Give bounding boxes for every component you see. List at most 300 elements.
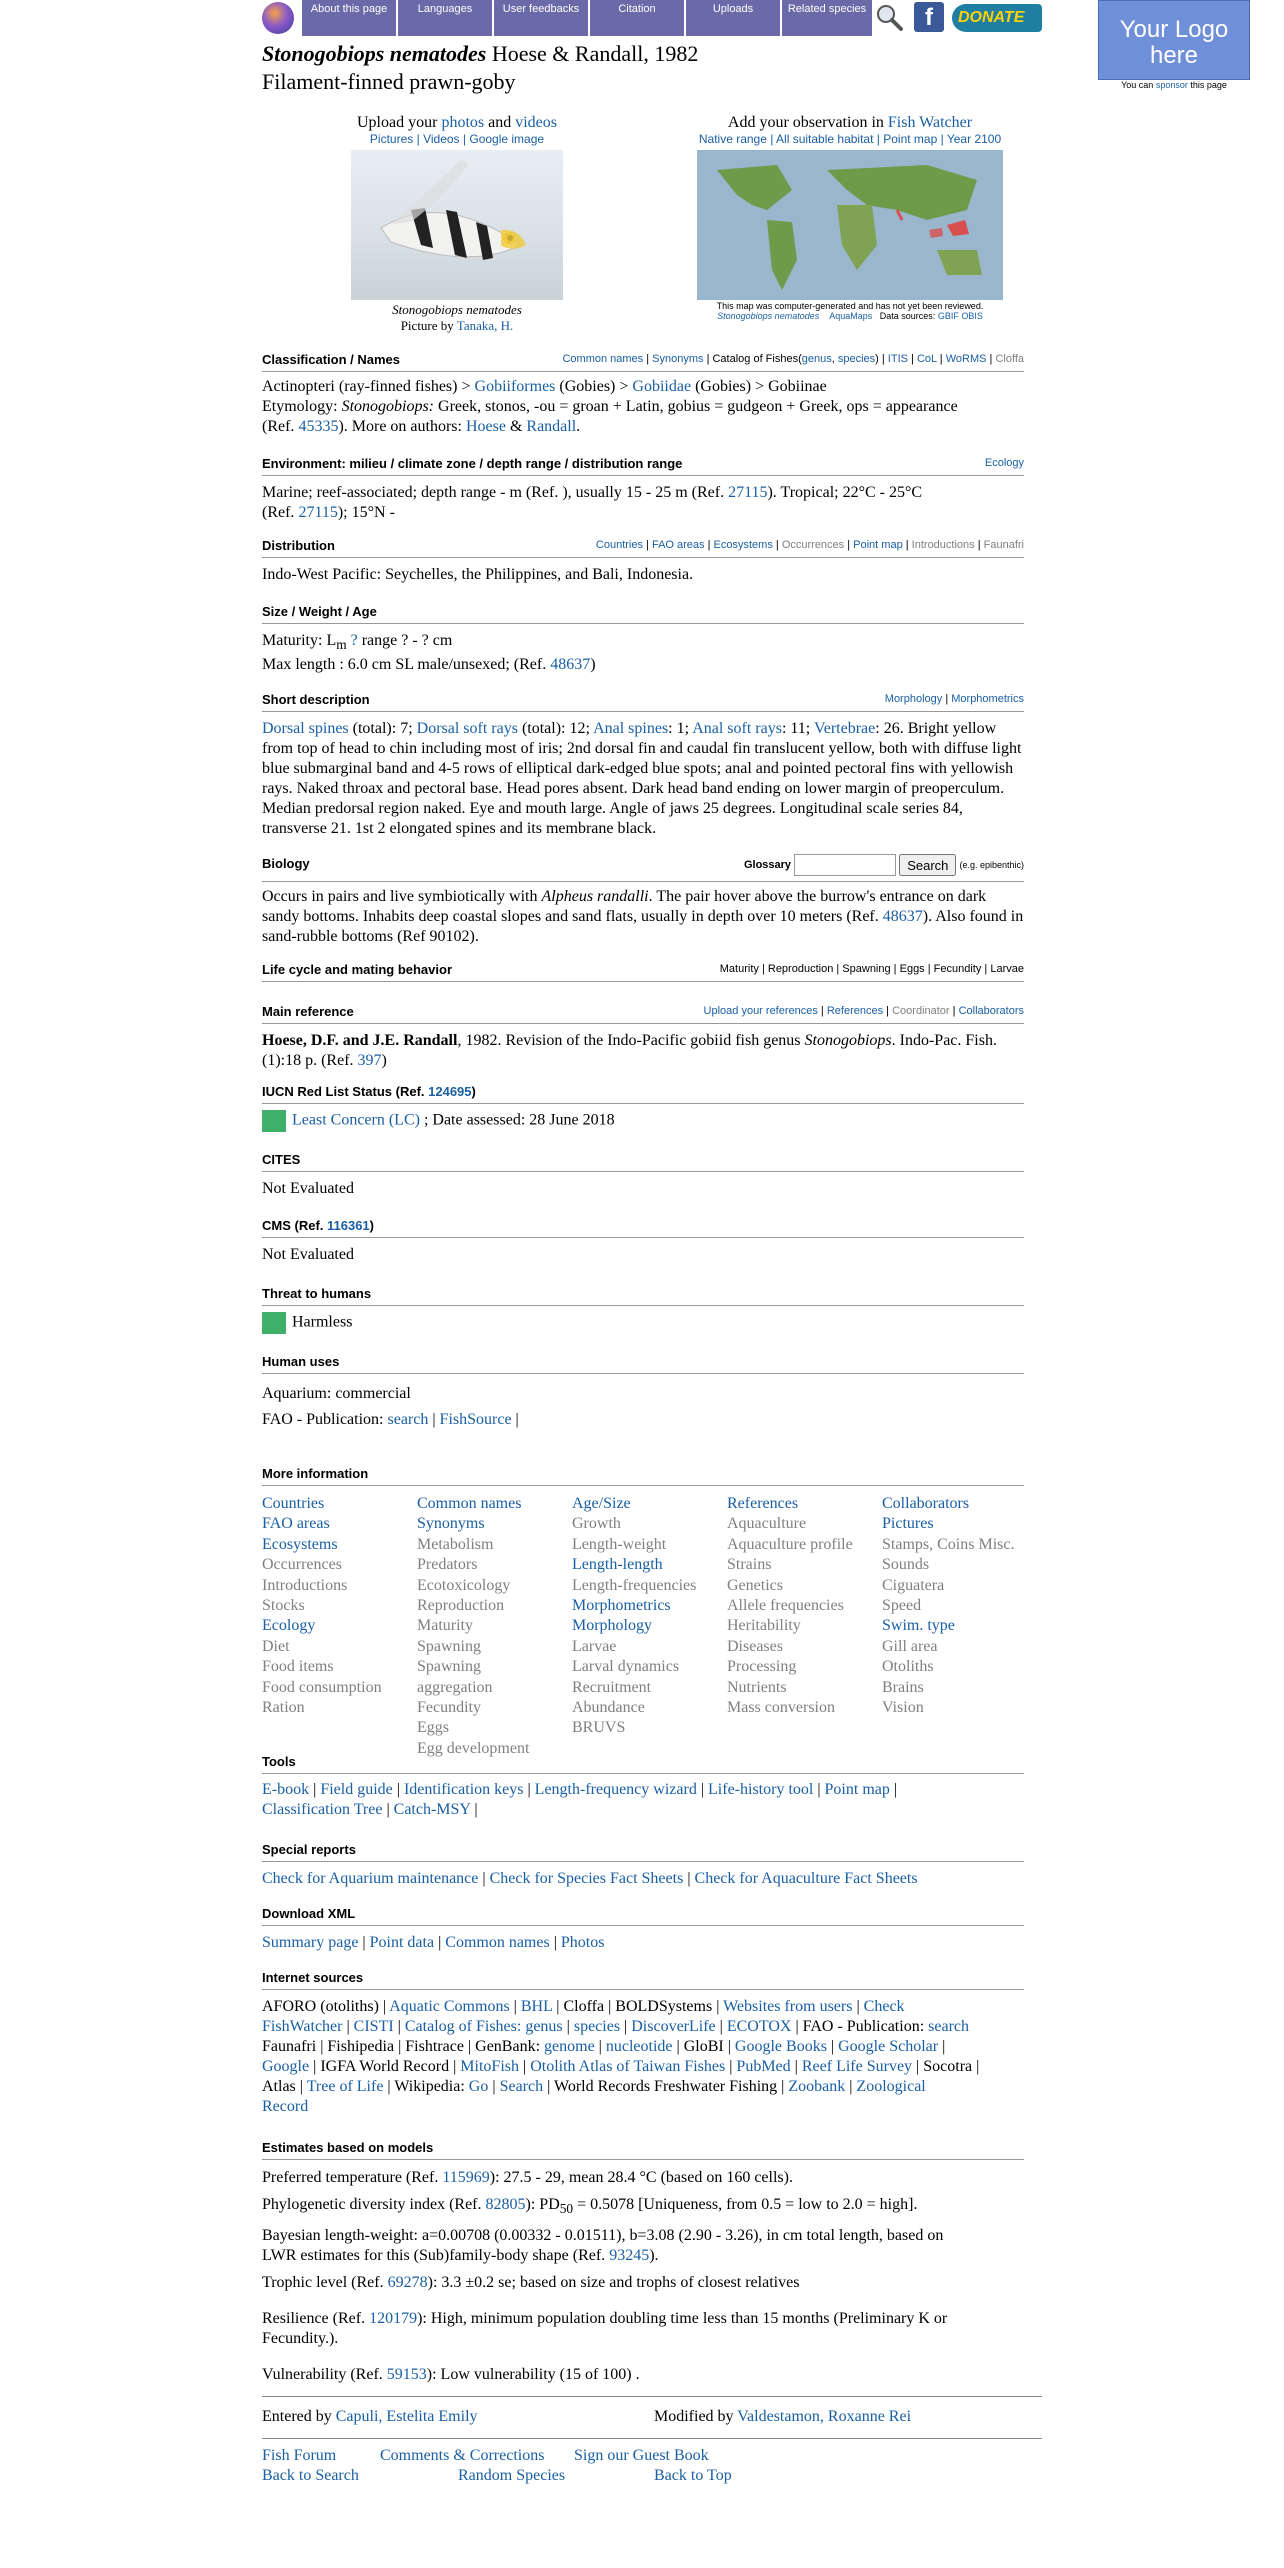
caption-text: this page: [1187, 80, 1227, 90]
worms-link[interactable]: WoRMS: [945, 353, 987, 365]
source-text: Atlas: [262, 2078, 296, 2095]
text: : 1;: [668, 720, 693, 737]
order-link[interactable]: Gobiiformes: [474, 378, 556, 395]
synonyms-link[interactable]: Synonyms: [652, 353, 704, 365]
length-frequency-wizard-link[interactable]: Length-frequency wizard: [534, 1781, 697, 1798]
more-info-item: Diseases: [727, 1637, 783, 1655]
more-info-item: BRUVS: [572, 1719, 626, 1737]
more-info-item: Stocks: [262, 1597, 305, 1615]
source-link[interactable]: Zoobank: [788, 2078, 846, 2095]
ref-link[interactable]: 59153: [386, 2366, 427, 2384]
source-text: Socotra: [923, 2058, 973, 2075]
classification-tree-link[interactable]: Classification Tree: [262, 1801, 383, 1818]
section-heading: ): [471, 1084, 476, 1099]
text: (Gobies) > Gobiinae: [691, 378, 827, 395]
more-info-item[interactable]: References: [727, 1495, 799, 1512]
source-link[interactable]: PubMed: [736, 2058, 791, 2075]
distribution-map[interactable]: [697, 150, 1003, 300]
more-info-item: Introductions: [262, 1576, 348, 1594]
aquaculture-fact-sheets-link[interactable]: Check for Aquaculture Fact Sheets: [694, 1870, 918, 1887]
section-heading: IUCN Red List Status (Ref.: [262, 1084, 429, 1099]
year-2100-link[interactable]: Year 2100: [946, 132, 1002, 146]
more-info-item: Processing: [727, 1658, 797, 1676]
ref-link[interactable]: 27115: [298, 504, 338, 521]
source-link[interactable]: Check: [863, 1998, 905, 2015]
sources-line: [262, 2017, 1024, 2037]
text: Resilience (Ref.: [262, 2310, 370, 2328]
map-species-link[interactable]: Stonogobiops nematodes: [717, 311, 820, 321]
source-link[interactable]: Google: [262, 2058, 310, 2075]
section-heading: Size / Weight / Age: [262, 604, 377, 619]
text: &: [505, 418, 527, 435]
random-species-link[interactable]: Random Species: [458, 2467, 566, 2484]
search-icon[interactable]: [874, 2, 904, 32]
larvae-text: Larvae: [990, 963, 1024, 975]
text: Actinopteri (ray-finned fishes) >: [262, 378, 475, 395]
threat-status: Harmless: [292, 1313, 353, 1331]
tab-label: About this page: [310, 3, 388, 15]
text: ): [381, 1052, 387, 1069]
source-link[interactable]: nucleotide: [605, 2038, 673, 2055]
collaborators-link[interactable]: Collaborators: [958, 1005, 1024, 1017]
ebook-link[interactable]: E-book: [262, 1781, 310, 1798]
more-info-item: Eggs: [417, 1719, 449, 1737]
upload-text: and: [484, 114, 516, 131]
source-link[interactable]: Go: [468, 2078, 489, 2095]
more-info-item[interactable]: Age/Size: [572, 1495, 631, 1512]
bayesian-length-weight: Bayesian length-weight: a=0.00708 (0.00332 - 0.01511), b=3.08 (2.90 - 3.26), in cm total length, based on: [262, 2227, 944, 2245]
common-names-link[interactable]: Common names: [445, 1934, 550, 1951]
occurrences-text: Occurrences: [781, 539, 845, 551]
aquamaps-link[interactable]: AquaMaps: [829, 311, 873, 321]
more-info-column: [882, 1494, 1014, 1718]
special-reports-section: Special reports Check for Aquarium maintenance | Check for Species Fact Sheets | Check for Aquaculture Fact Sheets: [262, 1842, 1024, 1889]
section-heading: Human uses: [262, 1354, 340, 1369]
more-info-item: Otoliths: [882, 1658, 934, 1676]
comments-corrections-link[interactable]: Comments & Corrections: [380, 2447, 545, 2464]
more-info-item: Aquaculture: [727, 1515, 807, 1533]
subscript: m: [336, 637, 347, 653]
more-info-item[interactable]: Collaborators: [882, 1495, 970, 1512]
point-map-link[interactable]: Point map: [824, 1781, 890, 1798]
trophic-level: ): 3.3 ±0.2 se; based on size and trophs of closest relatives: [427, 2274, 800, 2292]
donate-button[interactable]: [952, 4, 1042, 32]
classification-section: [262, 352, 1024, 437]
tab-about-this-page[interactable]: [302, 0, 398, 36]
native-range-link[interactable]: Native range: [698, 132, 767, 146]
maturity-link[interactable]: ?: [346, 632, 358, 649]
source-text: Fishtrace: [405, 2038, 464, 2055]
ref-link[interactable]: 116361: [327, 1218, 370, 1233]
section-heading: CITES: [262, 1152, 301, 1167]
source-link[interactable]: Zoological: [856, 2078, 926, 2095]
source-text: GenBank:: [475, 2038, 545, 2055]
tab-citation[interactable]: [590, 0, 686, 36]
section-heading: Classification / Names: [262, 352, 400, 367]
separator: |: [712, 1998, 724, 2015]
faunafri-text: Faunafri: [983, 539, 1024, 551]
source-text: AFORO (otoliths): [262, 1998, 379, 2015]
source-text: Faunafri: [262, 2038, 317, 2055]
section-heading: Tools: [262, 1754, 296, 1769]
fao-search-link[interactable]: search: [387, 1411, 429, 1428]
more-info-item[interactable]: Ecology: [262, 1617, 316, 1635]
separator: |: [938, 2038, 946, 2055]
biology-section: [262, 856, 1024, 947]
source-link[interactable]: Tree of Life: [306, 2078, 384, 2095]
preferred-temperature: ): 27.5 - 29, mean 28.4 °C (based on 160 cells).: [489, 2169, 793, 2186]
separator: |: [723, 2038, 735, 2055]
species-title: [262, 40, 698, 96]
source-link[interactable]: DiscoverLife: [631, 2018, 716, 2035]
tab-label: Uploads: [712, 3, 754, 15]
more-info-item: Length-weight: [572, 1535, 667, 1553]
more-info-item: Reproduction: [417, 1597, 505, 1615]
more-info-item: Growth: [572, 1515, 621, 1533]
more-info-column: [262, 1494, 382, 1718]
source-link[interactable]: Catalog of Fishes:: [404, 2018, 526, 2035]
source-link[interactable]: ECOTOX: [726, 2018, 792, 2035]
estimates-section: [262, 2140, 1024, 2385]
distribution-section: Distribution Countries | FAO areas | Ecosystems | Occurrences | Point map | Introductions | Faunafri Indo-West Pacific: Seychelles, the Philippines, and Bali, Indonesia.: [262, 538, 1024, 583]
point-data-link[interactable]: Point data: [369, 1934, 435, 1951]
source-link[interactable]: species: [573, 2018, 621, 2035]
google-image-link[interactable]: Google image: [469, 132, 545, 146]
ref-link[interactable]: 124695: [428, 1084, 472, 1099]
genus-link[interactable]: genus: [801, 353, 832, 365]
upload-videos-link[interactable]: videos: [515, 114, 557, 131]
back-to-search-link[interactable]: Back to Search: [262, 2467, 359, 2484]
separator: |: [509, 1998, 521, 2015]
introductions-text: Introductions: [911, 539, 975, 551]
species-link[interactable]: species: [837, 353, 876, 365]
map-block: Add your observation in Fish Watcher Native range | All suitable habitat | Point map | Year 2100 This map was computer-generated and has not yet been reviewed. Stonogobiops nematodes AquaMaps Data sources: GBIF OBIS: [680, 114, 1020, 321]
anal-spines-link[interactable]: Anal spines: [593, 720, 669, 737]
separator: |: [852, 1998, 864, 2015]
author-hoese-link[interactable]: Hoese: [465, 418, 506, 435]
fishsource-link[interactable]: FishSource: [439, 1411, 512, 1428]
text: : 11;: [781, 720, 814, 737]
text: range ? - ? cm: [357, 632, 453, 649]
vertebrae-link[interactable]: Vertebrae: [813, 720, 876, 737]
ref-link[interactable]: 82805: [485, 2196, 526, 2213]
author-year: Hoese & Randall, 1982: [486, 41, 699, 66]
entered-by-link[interactable]: Capuli, Estelita Emily: [335, 2408, 478, 2425]
source-link[interactable]: BHL: [520, 1998, 553, 2015]
dorsal-rays-link[interactable]: Dorsal soft rays: [416, 720, 518, 737]
text: (Ref.: [262, 418, 299, 435]
section-heading: Distribution: [262, 538, 335, 553]
modified-by-link[interactable]: Valdestamon, Roxanne Rei: [737, 2408, 912, 2425]
tab-label: Languages: [417, 3, 473, 15]
ref-link[interactable]: 48637: [550, 656, 591, 674]
text: Etymology:: [262, 398, 342, 415]
cloffa-text: Cloffa: [995, 353, 1024, 365]
human-uses-text: Aquarium: commercial: [262, 1385, 411, 1402]
separator: |: [791, 2018, 803, 2035]
separator: |: [826, 2038, 839, 2055]
description-text: : 26. Bright yellow from top of head to chin including most of iris; 2nd dorsal fin and caudal fin translucent yellow, both with diffuse light blue submarginal band and 4-5 rows of elliptical dark-edged blue spots; anal and pointed pectoral fins with yellowish rays. Naked throax and pectoral base. Head pores absent. Dark head band ending on lower margin of preoperculum. Median predorsal region naked. Eye and mouth large. Angle of jaws 25 degrees. Longitudinal scale series 84, transverse 21. 1st 2 elongated spines and its membrane black.: [262, 720, 1022, 837]
source-link[interactable]: Reef Life Survey: [801, 2058, 913, 2075]
text: ). More on authors:: [338, 418, 466, 435]
tab-related-species[interactable]: [782, 0, 874, 36]
internet-sources-section: [262, 1970, 1024, 2117]
separator: |: [383, 2078, 395, 2095]
family-link[interactable]: Gobiidae: [632, 378, 692, 395]
source-text: BOLDSystems: [615, 1998, 713, 2015]
countries-link[interactable]: Countries: [595, 539, 643, 551]
more-info-item[interactable]: FAO areas: [262, 1515, 330, 1533]
more-info-item: Metabolism: [417, 1535, 494, 1553]
distribution-text: Indo-West Pacific: Seychelles, the Philippines, and Bali, Indonesia.: [262, 566, 694, 583]
ref-link[interactable]: 120179: [369, 2310, 418, 2328]
assessment-date: ; Date assessed: 28 June 2018: [419, 1111, 615, 1129]
ref-link[interactable]: 93245: [609, 2247, 650, 2265]
fecundity-text: Fecundity: [933, 963, 982, 975]
section-heading: Estimates based on models: [262, 2140, 434, 2155]
phylogenetic-diversity: = 0.5078 [Uniqueness, from 0.5 = low to 2.0 = high].: [573, 2196, 918, 2213]
itis-link[interactable]: ITIS: [887, 353, 908, 365]
more-info-item: Gill area: [882, 1637, 938, 1655]
anal-rays-link[interactable]: Anal soft rays: [692, 720, 782, 737]
field-guide-link[interactable]: Field guide: [320, 1781, 393, 1798]
section-heading: Download XML: [262, 1906, 356, 1921]
fao-areas-link[interactable]: FAO areas: [651, 539, 705, 551]
source-link[interactable]: Google Scholar: [838, 2038, 939, 2055]
more-info-column: [572, 1494, 696, 1739]
separator: |: [725, 2058, 737, 2075]
separator: |: [316, 2038, 328, 2055]
text: (Ref.: [262, 504, 299, 521]
source-link[interactable]: Websites from users: [723, 1998, 853, 2015]
text: Marine; reef-associated; depth range - m (Ref. ), usually 15 - 25 m (Ref.: [262, 484, 729, 501]
sponsor-logo-box[interactable]: [1098, 0, 1250, 80]
point-map-link[interactable]: Point map: [883, 132, 938, 146]
more-info-item: Maturity: [417, 1617, 473, 1635]
footer-links: [262, 2446, 962, 2486]
source-link[interactable]: CISTI: [353, 2018, 394, 2035]
author-randall-link[interactable]: Randall: [526, 418, 577, 435]
section-heading: More information: [262, 1466, 369, 1481]
references-link[interactable]: References: [826, 1005, 884, 1017]
morphology-link[interactable]: Morphology: [884, 693, 943, 705]
more-info-item: Nutrients: [727, 1678, 787, 1696]
more-info-item: Recruitment: [572, 1678, 652, 1696]
glossary-search-button[interactable]: Search: [899, 854, 956, 876]
more-info-item[interactable]: Swim. type: [882, 1617, 955, 1635]
main-reference-section: Main reference Upload your references | References | Coordinator | Collaborators Hoese, D.F. and J.E. Randall, 1982. Revision of the Indo-Pacific gobiid fish genus Stonogobiops. Indo-Pac. Fish. (1):18 p. (Ref. 397): [262, 1004, 1024, 1069]
more-info-item[interactable]: Synonyms: [417, 1515, 485, 1533]
section-heading: ): [369, 1218, 375, 1233]
text: Modified by: [654, 2408, 738, 2425]
glossary-input[interactable]: [794, 854, 896, 876]
text: LWR estimates for this (Sub)family-body shape (Ref.: [262, 2247, 610, 2265]
species-fact-sheets-link[interactable]: Check for Species Fact Sheets: [489, 1870, 684, 1887]
point-map-link[interactable]: Point map: [853, 539, 903, 551]
ecology-link[interactable]: Ecology: [984, 457, 1024, 469]
species-name: Alpheus randalli: [541, 888, 649, 905]
upload-text: Upload your: [357, 114, 442, 131]
more-info-item[interactable]: Pictures: [882, 1515, 934, 1533]
more-info-item: Heritability: [727, 1617, 801, 1635]
photos-link[interactable]: Photos: [560, 1934, 605, 1951]
more-info-item: Mass conversion: [727, 1699, 835, 1717]
tab-uploads[interactable]: [686, 0, 782, 36]
videos-link[interactable]: Videos: [423, 132, 460, 146]
cms-status: Not Evaluated: [262, 1246, 354, 1263]
text: . Indo-Pac. Fish. (1):18 p. (Ref.: [262, 1032, 997, 1069]
more-info-item[interactable]: Ecosystems: [262, 1535, 338, 1553]
ref-link[interactable]: 397: [357, 1052, 382, 1069]
ecosystems-link[interactable]: Ecosystems: [713, 539, 773, 551]
section-heading: Short description: [262, 692, 370, 707]
back-to-top-link[interactable]: Back to Top: [654, 2467, 732, 2484]
size-section: [262, 604, 1024, 675]
cites-status: Not Evaluated: [262, 1180, 354, 1197]
more-info-item: Ration: [262, 1699, 305, 1717]
text: ); 15°N -: [337, 504, 395, 521]
source-link[interactable]: Google Books: [734, 2038, 827, 2055]
upload-photos-link[interactable]: photos: [441, 114, 485, 131]
section-heading: Environment: milieu / climate zone / depth range / distribution range: [262, 456, 683, 471]
description-section: Short description Morphology | Morphometrics Dorsal spines (total): 7; Dorsal soft rays (total): 12; Anal spines: 1; Anal soft rays: 11; Vertebrae: 26. Bright yellow from top of head to chin including most of iris; 2nd dorsal fin and caudal fin translucent yellow, both with diffuse light blue submarginal band and 4-5 rows of elliptical dark-edged blue spots; anal and pointed pectoral fins with yellowish rays. Naked throax and pectoral base. Head pores absent. Dark head band ending on lower margin of preoperculum. Median predorsal region naked. Eye and mouth large. Angle of jaws 25 degrees. Longitudinal scale series 84, transverse 21. 1st 2 elongated spines and its membrane black.: [262, 692, 1024, 837]
ref-authors: Hoese, D.F. and J.E. Randall: [262, 1032, 458, 1049]
more-info-item: Ciguatera: [882, 1576, 945, 1594]
footer-divider: [262, 2438, 1042, 2439]
catch-msy-link[interactable]: Catch-MSY: [393, 1801, 471, 1818]
source-text: Wikipedia:: [394, 2078, 469, 2095]
more-info-item: Occurrences: [262, 1556, 342, 1574]
source-link[interactable]: search: [928, 2018, 969, 2035]
sources-line: [262, 2037, 1024, 2057]
fish-watcher-link[interactable]: Fish Watcher: [887, 114, 973, 131]
separator: |: [378, 1998, 390, 2015]
more-info-item: Abundance: [572, 1699, 645, 1717]
lifecycle-section: Life cycle and mating behavior Maturity | Reproduction | Spawning | Eggs | Fecundity | Larvae: [262, 962, 1024, 982]
more-info-item: Genetics: [727, 1576, 783, 1594]
more-info-item: Spawning: [417, 1658, 481, 1676]
text: ). Also found in sand-rubble bottoms (Ref 90102).: [262, 908, 1024, 945]
more-info-item: Food items: [262, 1658, 334, 1676]
more-info-item[interactable]: Morphometrics: [572, 1597, 671, 1615]
text: FAO - Publication:: [262, 1411, 388, 1428]
more-info-item: Allele frequencies: [727, 1597, 844, 1615]
threat-section: [262, 1286, 1024, 1334]
more-info-item: Vision: [882, 1699, 924, 1717]
top-navigation: [262, 0, 1042, 36]
source-link[interactable]: Aquatic Commons: [389, 1998, 510, 2015]
ref-link[interactable]: 45335: [298, 418, 339, 435]
source-text: IGFA World Record: [320, 2058, 450, 2075]
separator: |: [449, 2058, 461, 2075]
source-link[interactable]: Record: [262, 2098, 309, 2115]
section-heading: Main reference: [262, 1004, 354, 1019]
text: Occurs in pairs and live symbiotically with: [262, 888, 542, 905]
text: Phylogenetic diversity index (Ref.: [262, 2196, 486, 2213]
pictures-link[interactable]: Pictures: [369, 132, 414, 146]
separator: |: [518, 2058, 531, 2075]
tab-languages[interactable]: [398, 0, 494, 36]
facebook-icon[interactable]: f: [914, 2, 944, 32]
guest-book-link[interactable]: Sign our Guest Book: [574, 2447, 709, 2464]
text: ): [590, 656, 596, 674]
suitable-habitat-link[interactable]: All suitable habitat: [776, 132, 874, 146]
vulnerability: ): Low vulnerability (15 of 100) .: [426, 2366, 640, 2384]
genus-name: Stonogobiops: [804, 1032, 892, 1049]
morphometrics-link[interactable]: Morphometrics: [951, 693, 1024, 705]
source-link[interactable]: FishWatcher: [262, 2018, 343, 2035]
tab-user-feedbacks[interactable]: [494, 0, 590, 36]
gbif-obis-link[interactable]: GBIF OBIS: [937, 311, 983, 321]
life-history-tool-link[interactable]: Life-history tool: [708, 1781, 814, 1798]
glossary-label: Glossary: [743, 858, 792, 871]
spawning-text: Spawning: [842, 963, 891, 975]
observe-text: Add your observation in: [727, 114, 888, 131]
cms-section: [262, 1218, 1024, 1265]
tab-label: Citation: [618, 3, 656, 15]
source-link[interactable]: genus: [525, 2018, 563, 2035]
text: Maturity: L: [262, 632, 337, 649]
subscript: 50: [559, 2201, 574, 2217]
iucn-status-link[interactable]: Least Concern (LC): [292, 1111, 420, 1129]
more-info-item: Strains: [727, 1556, 772, 1574]
more-info-item[interactable]: Common names: [417, 1495, 522, 1512]
status-color-square: [262, 1110, 286, 1132]
common-names-link[interactable]: Common names: [562, 353, 644, 365]
more-info-item: Egg development: [417, 1739, 530, 1757]
more-info-item: Predators: [417, 1556, 478, 1574]
photographer-link[interactable]: Tanaka, H.: [456, 318, 514, 333]
ref-link[interactable]: 69278: [387, 2274, 428, 2292]
dorsal-spines-link[interactable]: Dorsal spines: [262, 720, 349, 737]
species-photo[interactable]: [351, 150, 563, 300]
source-text: FAO - Publication:: [802, 2018, 929, 2035]
ref-link[interactable]: 115969: [442, 2169, 490, 2186]
separator: |: [295, 2078, 307, 2095]
more-info-item: Aquaculture profile: [727, 1535, 853, 1553]
source-link[interactable]: genome: [544, 2038, 595, 2055]
sponsor-link[interactable]: sponsor: [1155, 80, 1188, 90]
data-sources-label: Data sources:: [879, 311, 936, 321]
summary-page-link[interactable]: Summary page: [262, 1934, 359, 1951]
more-info-item: Larvae: [572, 1637, 617, 1655]
source-link[interactable]: Search: [499, 2078, 544, 2095]
more-info-item[interactable]: Countries: [262, 1495, 325, 1512]
aquarium-maintenance-link[interactable]: Check for Aquarium maintenance: [262, 1870, 479, 1887]
more-info-item[interactable]: Morphology: [572, 1617, 652, 1635]
separator: |: [715, 2018, 727, 2035]
human-uses-section: Human uses Aquarium: commercial FAO - Publication: search | FishSource |: [262, 1354, 1024, 1433]
identification-keys-link[interactable]: Identification keys: [403, 1781, 524, 1798]
fishbase-globe-icon[interactable]: [262, 2, 294, 34]
source-link[interactable]: MitoFish: [460, 2058, 519, 2075]
upload-references-link[interactable]: Upload your references: [703, 1005, 818, 1017]
ref-link[interactable]: 48637: [882, 908, 923, 925]
common-name: Filament-finned prawn-goby: [262, 69, 516, 94]
reproduction-text: Reproduction: [767, 963, 834, 975]
separator: |: [463, 2038, 476, 2055]
source-link[interactable]: Otolith Atlas of Taiwan Fishes: [530, 2058, 726, 2075]
separator: |: [394, 2038, 406, 2055]
section-heading: Internet sources: [262, 1970, 364, 1985]
more-info-item[interactable]: Length-length: [572, 1556, 663, 1574]
fish-forum-link[interactable]: Fish Forum: [262, 2447, 337, 2464]
col-link[interactable]: CoL: [916, 353, 937, 365]
ref-link[interactable]: 27115: [728, 484, 768, 501]
more-info-item: Diet: [262, 1637, 290, 1655]
photo-caption: Stonogobiops nematodes: [392, 302, 522, 317]
separator: |: [552, 1998, 564, 2015]
